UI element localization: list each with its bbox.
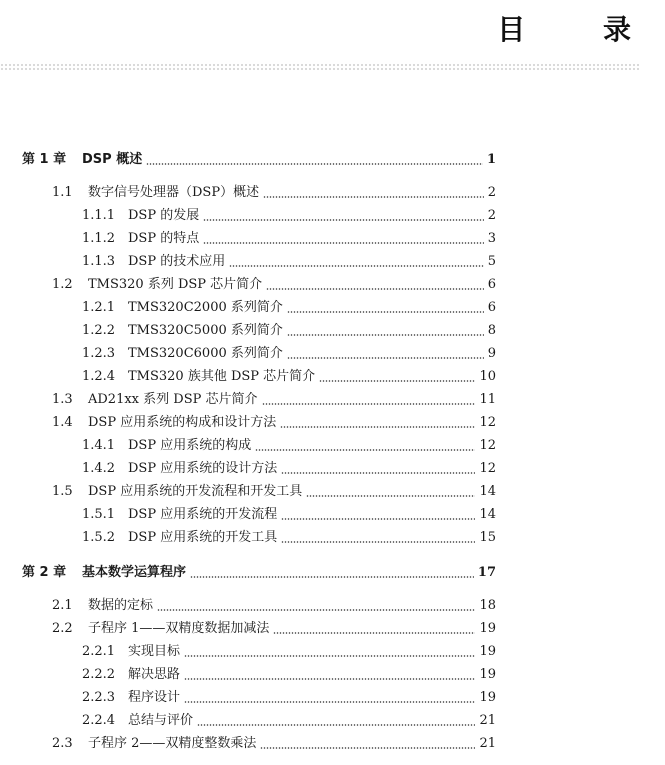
header-divider xyxy=(0,63,641,71)
toc-entry-number: 1.5.1 xyxy=(82,507,116,522)
toc-entry-number: 1.1.1 xyxy=(82,208,116,223)
toc-entry-row[interactable] xyxy=(0,528,641,548)
toc-entry-title: TMS320 族其他 DSP 芯片简介 xyxy=(128,369,316,384)
dot-leader xyxy=(263,196,484,198)
dot-leader xyxy=(281,541,475,543)
toc-entry-number: 1.4 xyxy=(52,415,73,430)
toc-entry-row[interactable] xyxy=(0,252,641,272)
toc-entry-row[interactable] xyxy=(0,275,641,295)
toc-entry-row[interactable] xyxy=(0,344,641,364)
toc-entry-title: TMS320C2000 系列简介 xyxy=(128,300,283,315)
dot-leader xyxy=(266,288,484,290)
dot-leader xyxy=(157,609,475,611)
dot-leader xyxy=(146,163,483,165)
toc-page-number: 21 xyxy=(479,736,496,751)
toc-page-number: 19 xyxy=(479,690,496,705)
toc-entry-row[interactable] xyxy=(0,711,641,731)
toc-entry-title: 数据的定标 xyxy=(88,598,154,613)
toc-page-number: 2 xyxy=(487,185,496,200)
toc-entry-number: 1.5.2 xyxy=(82,530,116,545)
toc-entry-title: DSP 的特点 xyxy=(128,231,200,246)
toc-entry-row[interactable] xyxy=(0,321,641,341)
toc-page-number: 14 xyxy=(479,484,496,499)
toc-page-number: 1 xyxy=(486,152,496,167)
toc-entry-row[interactable] xyxy=(0,367,641,387)
toc-entry-title: DSP 应用系统的设计方法 xyxy=(128,461,278,476)
toc-entry-title: 子程序 1——双精度数据加减法 xyxy=(88,621,270,636)
toc-entry-title: AD21xx 系列 DSP 芯片简介 xyxy=(88,392,258,407)
toc-entry-number: 第 2 章 xyxy=(22,565,67,580)
toc-page-number: 12 xyxy=(479,415,496,430)
dot-leader xyxy=(184,678,475,680)
dot-leader xyxy=(280,426,475,428)
toc-entry-number: 2.1 xyxy=(52,598,73,613)
toc-entry-number: 1.1.3 xyxy=(82,254,116,269)
dot-leader xyxy=(229,265,484,267)
dot-leader xyxy=(203,219,484,221)
toc-entry-number: 1.4.1 xyxy=(82,438,116,453)
toc-entry-row[interactable] xyxy=(0,206,641,226)
toc-entry-title: 基本数学运算程序 xyxy=(82,565,187,580)
toc-entry-title: TMS320C5000 系列简介 xyxy=(128,323,283,338)
toc-entry-number: 1.2.1 xyxy=(82,300,116,315)
toc-page-number: 9 xyxy=(487,346,496,361)
toc-page-number: 2 xyxy=(487,208,496,223)
toc-entry-number: 1.1.2 xyxy=(82,231,116,246)
toc-entry-title: DSP 的技术应用 xyxy=(128,254,226,269)
toc-entry-row[interactable] xyxy=(0,459,641,479)
toc-entry-number: 2.2 xyxy=(52,621,73,636)
dot-leader xyxy=(255,449,475,451)
toc-page-number: 6 xyxy=(487,300,496,315)
toc-entry-title: 程序设计 xyxy=(128,690,181,705)
toc-entry-title: TMS320 系列 DSP 芯片简介 xyxy=(88,277,263,292)
toc-entry-title: 数字信号处理器（DSP）概述 xyxy=(88,185,260,200)
dot-leader xyxy=(306,495,475,497)
toc-entry-number: 1.2.4 xyxy=(82,369,116,384)
toc-page-number: 18 xyxy=(479,598,496,613)
toc-entry-title: DSP 应用系统的开发流程和开发工具 xyxy=(88,484,303,499)
toc-page-number: 17 xyxy=(477,565,496,580)
dot-leader xyxy=(287,334,484,336)
toc-entry-number: 1.2.3 xyxy=(82,346,116,361)
toc-entry-number: 2.2.1 xyxy=(82,644,116,659)
toc-entry-title: 总结与评价 xyxy=(128,713,194,728)
toc-page-number: 15 xyxy=(479,530,496,545)
toc-entry-row[interactable] xyxy=(0,298,641,318)
toc-page-number: 5 xyxy=(487,254,496,269)
toc-entry-title: DSP 应用系统的开发流程 xyxy=(128,507,278,522)
toc-entry-title: 实现目标 xyxy=(128,644,181,659)
toc-entry-number: 1.2.2 xyxy=(82,323,116,338)
toc-entry-row[interactable] xyxy=(0,482,641,502)
dot-leader xyxy=(260,747,475,749)
toc-page-number: 6 xyxy=(487,277,496,292)
toc-entry-number: 1.1 xyxy=(52,185,73,200)
toc-entry-row[interactable] xyxy=(0,390,641,410)
toc-entry-number: 2.2.4 xyxy=(82,713,116,728)
dot-leader xyxy=(184,701,475,703)
dot-leader xyxy=(319,380,475,382)
toc-entry-row[interactable] xyxy=(0,596,641,616)
toc-entry-row[interactable] xyxy=(0,734,641,754)
dot-leader xyxy=(190,576,474,578)
toc-page-number: 10 xyxy=(479,369,496,384)
toc-page-number: 19 xyxy=(479,621,496,636)
dot-leader xyxy=(273,632,475,634)
page-title: 目 录 xyxy=(497,13,665,46)
toc-page-number: 19 xyxy=(479,644,496,659)
toc-entry-number: 2.2.3 xyxy=(82,690,116,705)
toc-entry-row[interactable] xyxy=(0,642,641,662)
toc-page-number: 19 xyxy=(479,667,496,682)
toc-entry-title: DSP 应用系统的构成和设计方法 xyxy=(88,415,277,430)
toc-page-number: 12 xyxy=(479,461,496,476)
toc-entry-row[interactable] xyxy=(0,505,641,525)
toc-entry-row[interactable] xyxy=(0,688,641,708)
dot-leader xyxy=(262,403,475,405)
toc-page-number: 14 xyxy=(479,507,496,522)
toc-chapter-row[interactable] xyxy=(0,563,641,583)
toc-entry-number: 1.4.2 xyxy=(82,461,116,476)
toc-entry-row[interactable] xyxy=(0,229,641,249)
toc-page-number: 12 xyxy=(479,438,496,453)
toc-entry-number: 第 1 章 xyxy=(22,152,67,167)
toc-entry-row[interactable] xyxy=(0,413,641,433)
toc-entry-row[interactable] xyxy=(0,619,641,639)
toc-page-number: 8 xyxy=(487,323,496,338)
toc-entry-title: 子程序 2——双精度整数乘法 xyxy=(88,736,257,751)
toc-page-number: 11 xyxy=(479,392,496,407)
dot-leader xyxy=(281,472,475,474)
toc-page-number: 21 xyxy=(479,713,496,728)
dot-leader xyxy=(184,655,475,657)
toc-entry-number: 1.3 xyxy=(52,392,73,407)
toc-entry-title: DSP 概述 xyxy=(82,152,143,167)
toc-entry-row[interactable] xyxy=(0,183,641,203)
toc-entry-row[interactable] xyxy=(0,436,641,456)
toc-entry-row[interactable] xyxy=(0,665,641,685)
toc-entry-number: 2.2.2 xyxy=(82,667,116,682)
toc-entry-title: DSP 应用系统的开发工具 xyxy=(128,530,278,545)
dot-leader xyxy=(287,357,484,359)
dot-leader xyxy=(287,311,484,313)
dot-leader xyxy=(281,518,475,520)
toc-entry-title: DSP 应用系统的构成 xyxy=(128,438,252,453)
toc-entry-title: DSP 的发展 xyxy=(128,208,200,223)
dot-leader xyxy=(197,724,475,726)
toc-entry-number: 1.5 xyxy=(52,484,73,499)
dot-leader xyxy=(203,242,484,244)
toc-entry-title: TMS320C6000 系列简介 xyxy=(128,346,283,361)
toc-page-number: 3 xyxy=(487,231,496,246)
toc-entry-title: 解决思路 xyxy=(128,667,181,682)
toc-chapter-row[interactable] xyxy=(0,150,641,170)
toc-entry-number: 2.3 xyxy=(52,736,73,751)
toc-entry-number: 1.2 xyxy=(52,277,73,292)
